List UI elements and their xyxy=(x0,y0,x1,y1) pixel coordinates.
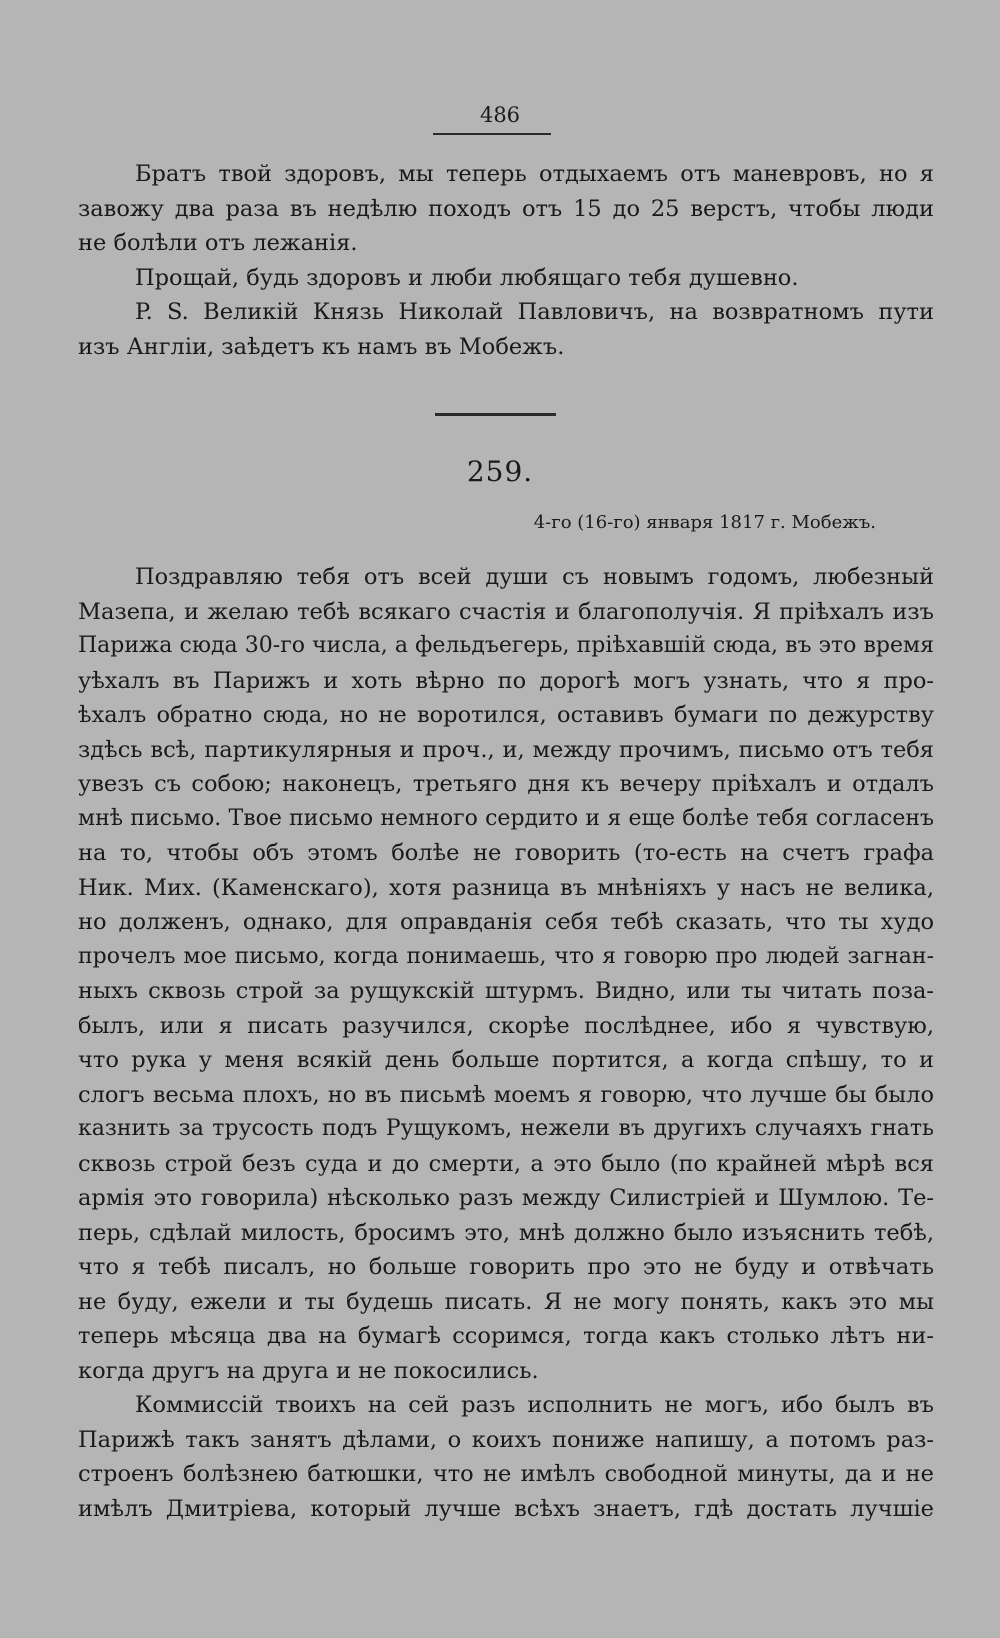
text-line: когда другъ на друга и не покосились. xyxy=(78,1357,539,1384)
text-line: теперь мѣсяца два на бумагѣ ссоримся, тогда какъ столько лѣтъ ни- xyxy=(78,1323,934,1349)
text-line: на то, чтобы объ этомъ болѣе не говорить (то-есть на счетъ графа xyxy=(78,840,934,866)
text-line: Мазепа, и желаю тебѣ всякаго счастія и благополучія. Я пріѣхалъ изъ xyxy=(78,598,934,625)
text-line: перь, сдѣлай милость, бросимъ это, мнѣ должно было изъяснить тебѣ, xyxy=(78,1219,934,1246)
text-line: завожу два раза въ недѣлю походъ отъ 15 до 25 верстъ, чтобы люди xyxy=(78,195,934,222)
postscript-line: P. S. Великій Князь Николай Павловичъ, на возвратномъ пути xyxy=(135,299,934,325)
text-line: ѣхалъ обратно сюда, но не воротился, оставивъ бумаги по дежурству xyxy=(78,702,934,728)
text-line: имѣлъ Дмитріева, который лучше всѣхъ знаетъ, гдѣ достать лучшіе xyxy=(78,1495,934,1522)
text-line: Коммиссій твоихъ на сей разъ исполнить не могъ, ибо былъ въ xyxy=(135,1392,934,1418)
letter-dateline: 4-го (16-го) января 1817 г. Мобежъ. xyxy=(533,512,876,533)
text-line: Поздравляю тебя отъ всей души съ новымъ годомъ, любезный xyxy=(135,564,934,590)
text-line: сквозь строй безъ суда и до смерти, а это было (по крайней мѣрѣ вся xyxy=(78,1150,934,1177)
text-line: Прощай, будь здоровъ и люби любящаго тебя душевно. xyxy=(135,264,799,291)
letter-number: 259. xyxy=(466,455,534,488)
text-line: Парижа сюда 30-го числа, а фельдъегерь, пріѣхавшій сюда, въ это время xyxy=(78,633,934,658)
section-divider xyxy=(435,413,556,416)
text-line: не болѣли отъ лежанія. xyxy=(78,230,358,256)
text-line: Ник. Мих. (Каменскаго), хотя разница въ мнѣніяхъ у насъ не велика, xyxy=(78,874,934,901)
text-line: былъ, или я писать разучился, скорѣе послѣднее, ибо я чувствую, xyxy=(78,1012,934,1039)
text-line: что я тебѣ писалъ, но больше говорить про это не буду и отвѣчать xyxy=(78,1254,934,1280)
letter-body xyxy=(78,560,934,1526)
text-line: слогъ весьма плохъ, но въ письмѣ моемъ я говорю, что лучше бы было xyxy=(78,1081,934,1108)
text-line: здѣсь всѣ, партикулярныя и проч., и, между прочимъ, письмо отъ тебя xyxy=(78,736,934,763)
text-line: ныхъ сквозь строй за рущукскій штурмъ. Видно, или ты читать поза- xyxy=(78,978,934,1004)
text-line: казнить за трусость подъ Рущукомъ, нежели въ другихъ случаяхъ гнать xyxy=(78,1116,934,1141)
text-line: уѣхалъ въ Парижъ и хоть вѣрно по дорогѣ могъ узнать, что я про- xyxy=(78,667,934,694)
text-line: увезъ съ собою; наконецъ, третьяго дня къ вечеру пріѣхалъ и отдалъ xyxy=(78,771,934,797)
page-number: 486 xyxy=(479,103,521,127)
postscript-line: изъ Англіи, заѣдетъ къ намъ въ Мобежъ. xyxy=(78,333,565,360)
text-line: что рука у меня всякій день больше портится, а когда спѣшу, то и xyxy=(78,1047,934,1073)
text-line: прочелъ мое письмо, когда понимаешь, что я говорю про людей загнан- xyxy=(78,943,934,969)
text-line: мнѣ письмо. Твое письмо немного сердито и я еще болѣе тебя согласенъ xyxy=(78,805,934,831)
text-line: не буду, ежели и ты будешь писать. Я не могу понять, какъ это мы xyxy=(78,1288,934,1315)
header-rule xyxy=(433,133,551,135)
text-line: но долженъ, однако, для оправданія себя тебѣ сказать, что ты худо xyxy=(78,909,934,935)
text-line: строенъ болѣзнею батюшки, что не имѣлъ свободной минуты, да и не xyxy=(78,1461,934,1487)
text-line: Парижѣ такъ занятъ дѣлами, о коихъ пониже напишу, а потомъ раз- xyxy=(78,1426,934,1453)
text-line: Братъ твой здоровъ, мы теперь отдыхаемъ отъ маневровъ, но я xyxy=(135,161,934,187)
previous-letter-ending xyxy=(78,157,934,364)
text-line: армія это говорила) нѣсколько разъ между Силистріей и Шумлою. Те- xyxy=(78,1185,934,1211)
